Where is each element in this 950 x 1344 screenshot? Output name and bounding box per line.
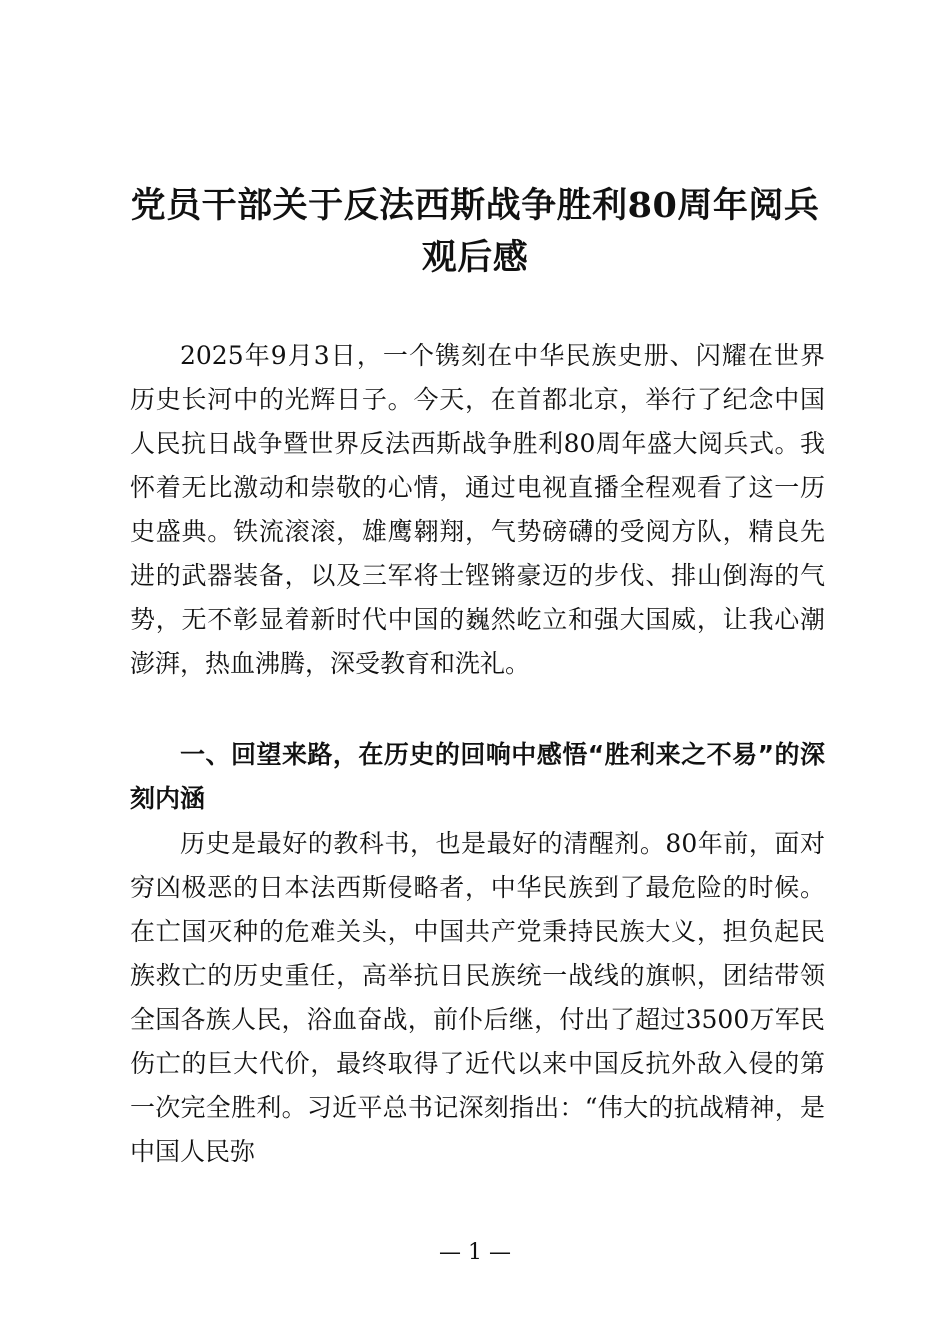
page-number: — 1 —	[439, 1240, 511, 1265]
section-paragraph: 历史是最好的教科书，也是最好的清醒剂。80年前，面对穷凶极恶的日本法西斯侵略者，中华民族到了最危险的时候。在亡国灭种的危难关头，中国共产党秉持民族大义，担负起民族救亡的历史重任，高举抗日民族统一战线的旗帜，团结带领全国各族人民，浴血奋战，前仆后继，付出了超过3500万军民伤亡的巨大代价，最终取得了近代以来中国反抗外敌入侵的第一次完全胜利。习近平总书记深刻指出：“伟大的抗战精神，是中国人民弥	[130, 829, 825, 1166]
document-title: 党员干部关于反法西斯战争胜利80周年阅兵观后感	[130, 185, 820, 278]
intro-paragraph: 2025年9月3日，一个镌刻在中华民族史册、闪耀在世界历史长河中的光辉日子。今天，在首都北京，举行了纪念中国人民抗日战争暨世界反法西斯战争胜利80周年盛大阅兵式。我怀着无比激动和崇敬的心情，通过电视直播全程观看了这一历史盛典。铁流滚滚，雄鹰翱翔，气势磅礴的受阅方队，精良先进的武器装备，以及三军将士铿锵豪迈的步伐、排山倒海的气势，无不彰显着新时代中国的巍然屹立和强大国威，让我心潮澎湃，热血沸腾，深受教育和洗礼。	[130, 341, 825, 678]
section-heading: 一、回望来路，在历史的回响中感悟“胜利来之不易”的深刻内涵	[130, 740, 825, 813]
